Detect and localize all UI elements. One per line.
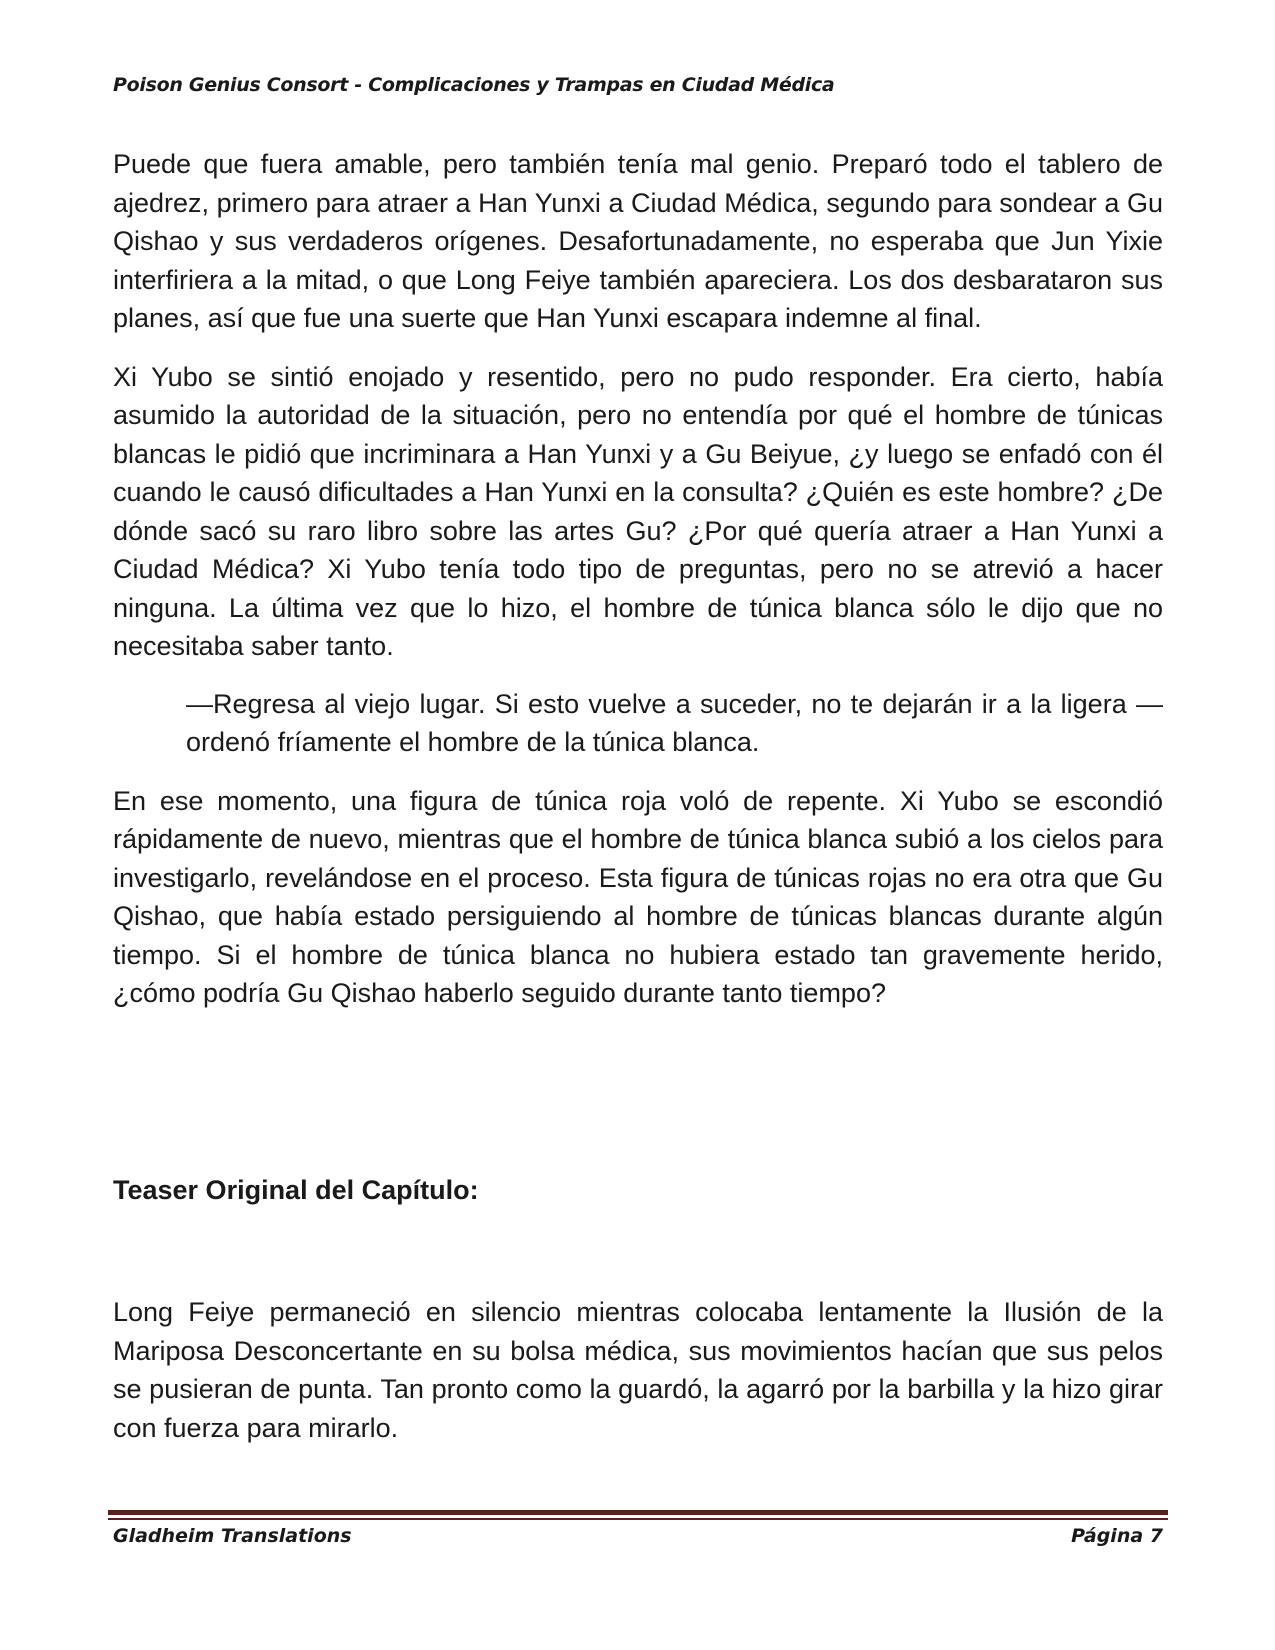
footer-rule <box>108 1510 1168 1515</box>
teaser-paragraph: Long Feiye permaneció en silencio mientras colocaba lentamente la Ilusión de la Mariposa Desconcertante en su bolsa médica, sus movimientos hacían que sus pelos se pusieran de punta. Tan pronto como la guardó, la agarró por la barbilla y la hizo girar con fuerza para mirarlo. <box>113 1297 1163 1443</box>
dialogue-paragraph: —Regresa al viejo lugar. Si esto vuelve a suceder, no te dejarán ir a la ligera —ordenó fríamente el hombre de la túnica blanca. <box>186 688 1163 757</box>
page-header: Poison Genius Consort - Complicaciones y Trampas en Ciudad Médica <box>113 74 835 96</box>
body-text <box>113 145 1163 1013</box>
paragraph: En ese momento, una figura de túnica roja voló de repente. Xi Yubo se escondió rápidamente de nuevo, mientras que el hombre de túnica blanca subió a los cielos para investigarlo, revelándose en el proceso. Esta figura de túnicas rojas no era otra que Gu Qishao, que había estado persiguiendo al hombre de túnicas blancas durante algún tiempo. Si el hombre de túnica blanca no hubiera estado tan gravemente herido, ¿cómo podría Gu Qishao haberlo seguido durante tanto tiempo? <box>113 785 1163 1008</box>
footer-credit: Gladheim Translations <box>113 1525 352 1547</box>
paragraph: Xi Yubo se sintió enojado y resentido, pero no pudo responder. Era cierto, había asumido la autoridad de la situación, pero no entendía por qué el hombre de túnicas blancas le pidió que incriminara a Han Yunxi y a Gu Beiyue, ¿y luego se enfadó con él cuando le causó dificultades a Han Yunxi en la consulta? ¿Quién es este hombre? ¿De dónde sacó su raro libro sobre las artes Gu? ¿Por qué quería atraer a Han Yunxi a Ciudad Médica? Xi Yubo tenía todo tipo de preguntas, pero no se atrevió a hacer ninguna. La última vez que lo hizo, el hombre de túnica blanca sólo le dijo que no necesitaba saber tanto. <box>113 361 1163 661</box>
teaser-heading: Teaser Original del Capítulo: <box>113 1175 479 1205</box>
paragraph: Puede que fuera amable, pero también tenía mal genio. Preparó todo el tablero de ajedrez, primero para atraer a Han Yunxi a Ciudad Médica, segundo para sondear a Gu Qishao y sus verdaderos orígenes. Desafortunadamente, no esperaba que Jun Yixie interfiriera a la mitad, o que Long Feiye también apareciera. Los dos desbarataron sus planes, así que fue una suerte que Han Yunxi escapara indemne al final. <box>113 149 1163 333</box>
page-number: Página 7 <box>1071 1525 1163 1547</box>
footer-rule-thin <box>108 1518 1168 1520</box>
